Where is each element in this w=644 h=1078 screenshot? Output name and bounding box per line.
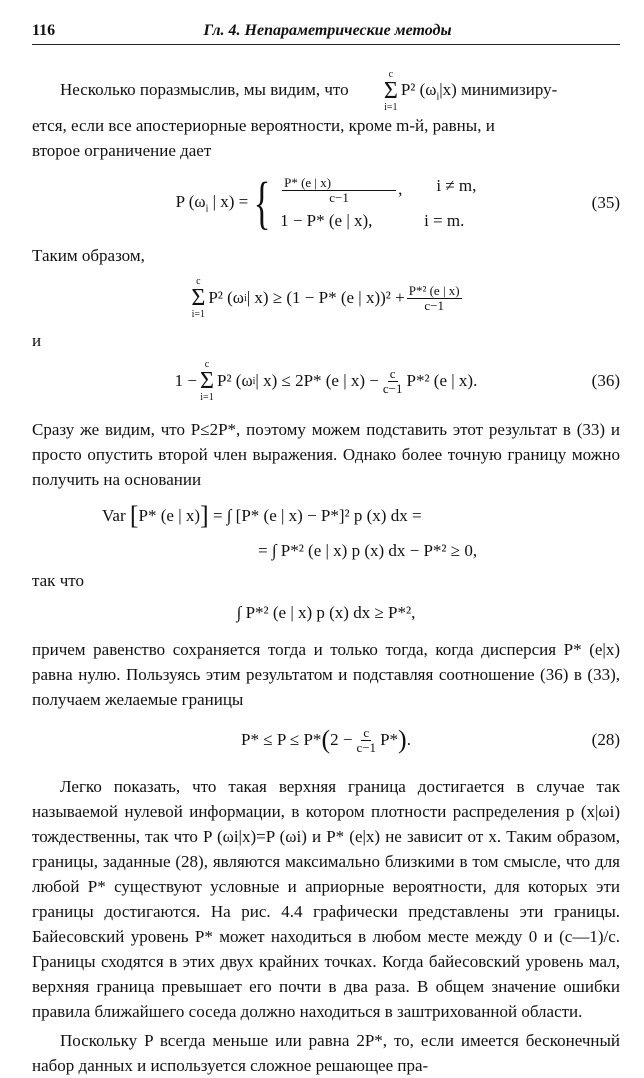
paragraph-6: причем равенство сохраняется тогда и только тогда, когда дисперсия P* (e|x) равна нулю. Пользуясь этим результатом и подставляя соотношение (36) в (33), получаем желаемые границы (32, 640, 620, 709)
equation-number-35: (35) (591, 193, 620, 212)
paragraph-8: Поскольку P всегда меньше или равна 2P*, то, если имеется бесконечный набор данных и используется сложное решающее пра- (32, 1031, 620, 1075)
equation-36: 1 − c Σ i=1 P² (ω i | x) ≤ 2P* (e | x) − $\frac{c}{c-1}$ P*² (e | x). (36) (174, 359, 620, 403)
sum-symbol: c Σ i=1 (383, 69, 398, 113)
equation-number-28: (28) (591, 730, 620, 749)
equation-variance-line-1: Var [ P* (e | x) ] = ∫ [P* (e | x) − P*]² p (x) dx = (102, 501, 422, 530)
equation-28: P* ≤ P ≤ P* ( 2 − $\frac{c}{c-1}$ P* ) . (28) (241, 724, 620, 755)
paragraph-1: Несколько поразмыслив, мы видим, что c Σ i=1 P² $(\omega_i|x)$ минимизиру- ется, если все апостериорные вероятности, кроме m-й, равны, и второе ограничение дает (32, 69, 558, 160)
paragraph-3: и (32, 331, 42, 350)
running-header (32, 22, 620, 45)
equation-35: P ($\omega_i$ | x) = { $\frac{P* (e | x)}{c-1}$ , i ≠ m, 1 − P* (e | x), i = m. (35) (175, 170, 620, 235)
paragraph-7: Легко показать, что такая верхняя граница достигается в случае так называемой нулевой информации, в котором плотности распределения p (x|ωi) тождественны, так что P (ωi|x)=P (ωi) и P* (e|x) не зависит от x. Таким образом, границы, заданные (28), являются максимально близкими в том смысле, что для любой P* существуют условные и априорные вероятности, для которых эти границы достигаются. На рис. 4.4 графически представлены эти границы. Байесовский уровень P* может находиться в любом месте между 0 и (c—1)/c. Границы сходятся в этих двух крайних точках. Когда байесовский уровень мал, верхняя граница превышает его почти в два раза. В общем значение ошибки правила ближайшего соседа должно находиться в заштрихованной области. (32, 777, 620, 1021)
paragraph-4: Сразу же видим, что P≤2P*, поэтому можем подставить этот результат в (33) и просто опустить второй член выражения. Однако более точную границу можно получить на основании (32, 420, 620, 489)
equation-integral: ∫ P*² (e | x) p (x) dx ≥ P*², (236, 603, 416, 622)
equation-variance-line-2: = ∫ P*² (e | x) p (x) dx − P*² ≥ 0, (258, 541, 478, 560)
equation-inequality-a: c Σ i=1 P² (ω i | x) ≥ (1 − P* (e | x))² + $\frac{\text{P*² (e | x)}}{c-1}$ (191, 276, 460, 320)
paragraph-5: так что (32, 571, 84, 590)
chapter-title: Гл. 4. Непараметрические методы (203, 22, 452, 39)
equation-number-36: (36) (591, 371, 620, 390)
page (32, 22, 620, 1078)
page-number: 116 (32, 22, 56, 39)
paragraph-2: Таким образом, (32, 246, 145, 265)
